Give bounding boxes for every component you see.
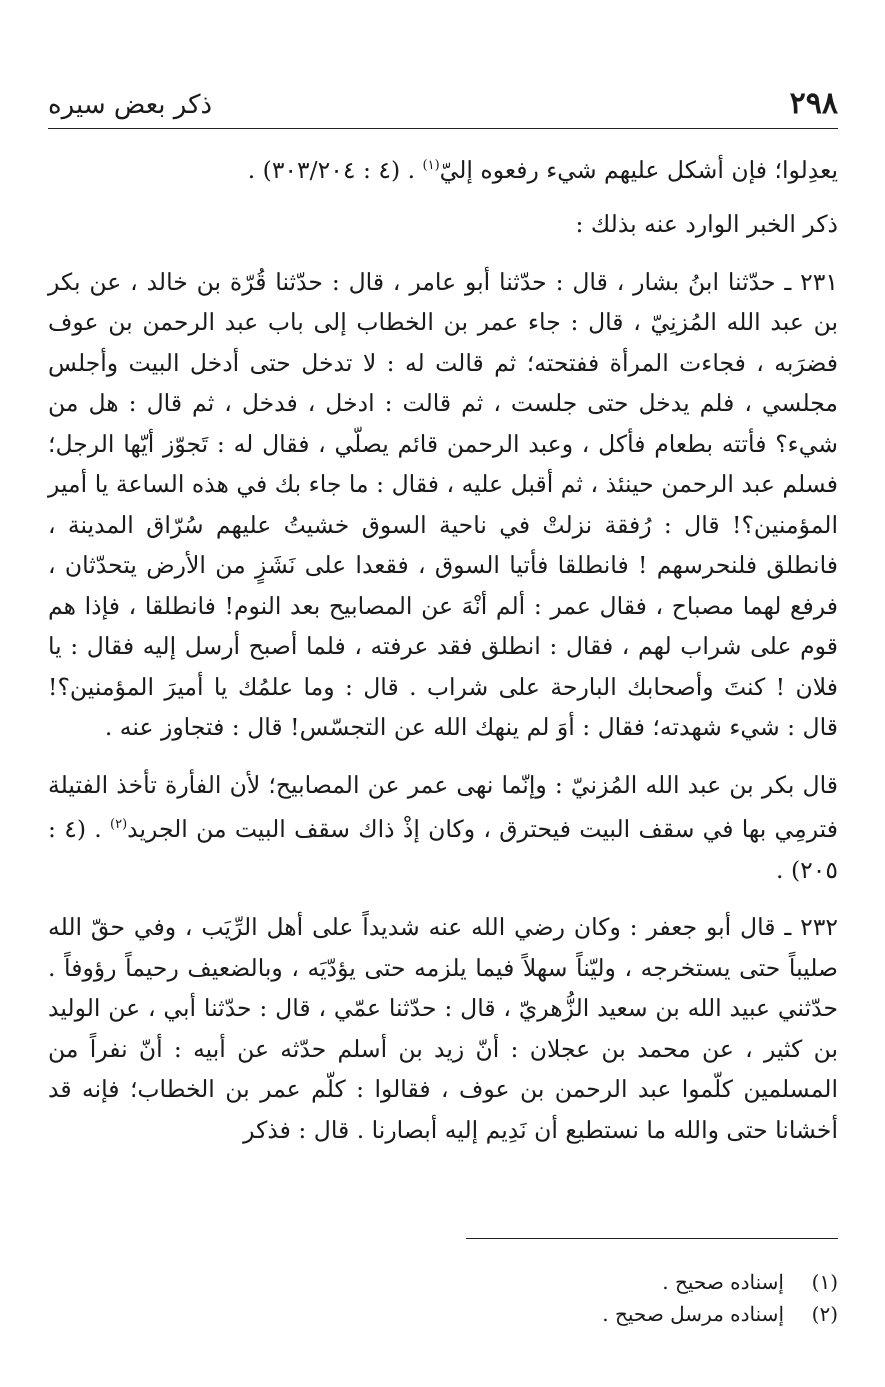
- paragraph-bakr-comment: قال بكر بن عبد الله المُزنيّ : وإنّما نهى عمر عن المصابيح؛ لأن الفأرة تأخذ الفتيلة فترمِي بها في سقف البيت فيحترق ، وكان إذْ ذاك سقف البيت من الجريد$^{(٢)}$ . (٤ : ٢٠٥) .: [48, 770, 839, 884]
- page-number: ٢٩٨: [789, 86, 838, 121]
- paragraph-continuation: يعدِلوا؛ فإن أشكل عليهم شيء رفعوه إليّ$^{(١)}$ . (٤ : ٣٠٣/٢٠٤) .: [247, 155, 838, 184]
- paragraph-231: ٢٣١ ـ حدّثنا ابنُ بشار ، قال : حدّثنا أبو عامر ، قال : حدّثنا قُرّة بن خالد ، عن بكر بن عبد الله المُزنِيّ ، قال : جاء عمر بن الخطاب إلى باب عبد الرحمن بن عوف فضرَبه ، فجاءت المرأة ففتحته؛ ثم قالت له : لا تدخل حتى أدخل البيت وأجلس مجلسي ، فلم يدخل حتى جلست ، ثم قالت : ادخل ، فدخل ، ثم قال : هل من شيء؟ فأتته بطعام فأكل ، وعبد الرحمن قائم يصلّي ، فقال له : تَجوّز أيّها الرجل؛ فسلم عبد الرحمن حينئذ ، ثم أقبل عليه ، فقال : ما جاء بك في هذه الساعة يا أمير المؤمنين؟! قال : رُفقة نزلتْ في ناحية السوق خشيتُ عليهم سُرّاق المدينة ، فانطلق فلنحرسهم ! فانطلقا فأتيا السوق ، فقعدا على نَشَزٍ من الأرض يتحدّثان ، فرفع لهما مصباح ، فقال عمر : ألم أنْهَ عن المصابيح بعد النوم! فانطلقا ، فإذا هم قوم على شراب لهم ، فقال : انطلق فقد عرفته ، فلما أصبح أرسل إليه فقال : يا فلان ! كنتَ وأصحابك البارحة على شراب . قال : وما علمُك يا أميرَ المؤمنين؟! قال : شيء شهدته؛ فقال : أوَ لم ينهك الله عن التجسّس! قال : فتجاوز عنه .: [48, 267, 838, 742]
- footnote-ref-1: (١): [422, 158, 440, 173]
- main-text: [48, 146, 838, 1150]
- running-title: ذكر بعض سيره: [48, 90, 213, 120]
- footnote-number: (٢): [811, 1302, 838, 1326]
- footnotes: [48, 1266, 838, 1330]
- section-heading: ذكر الخبر الوارد عنه بذلك :: [575, 210, 838, 239]
- footnote-rule: [466, 1238, 838, 1239]
- paragraph-232: ٢٣٢ ـ قال أبو جعفر : وكان رضي الله عنه شديداً على أهل الرِّيَب ، وفي حقّ الله صليباً حتى يستخرجه ، وليّناً سهلاً فيما يلزمه حتى يؤدّيَه ، وبالضعيف رحيماً رؤوفاً . حدّثني عبيد الله بن سعيد الزُّهريّ ، قال : حدّثنا عمّي ، قال : حدّثنا أبي ، عن الوليد بن كثير ، عن محمد بن عجلان : أنّ زيد بن أسلم حدّثه عن أبيه : أنّ نفراً من المسلمين كلّموا عبد الرحمن بن عوف ، فقالوا : كلّم عمر بن الخطاب؛ فإنه قد أخشانا حتى والله ما نستطيع أن نَدِيم إليه أبصارنا . قال : فذكر: [48, 913, 838, 1144]
- footnote-number: (١): [811, 1270, 838, 1294]
- footnote-ref-2: (٢): [110, 817, 128, 833]
- footnote-2: [48, 1298, 838, 1330]
- page-header: [48, 86, 838, 126]
- footnote-1: [48, 1266, 838, 1298]
- footnote-text: إسناده صحيح .: [662, 1270, 784, 1294]
- footnote-text: إسناده مرسل صحيح .: [602, 1302, 784, 1326]
- header-rule: [48, 128, 838, 129]
